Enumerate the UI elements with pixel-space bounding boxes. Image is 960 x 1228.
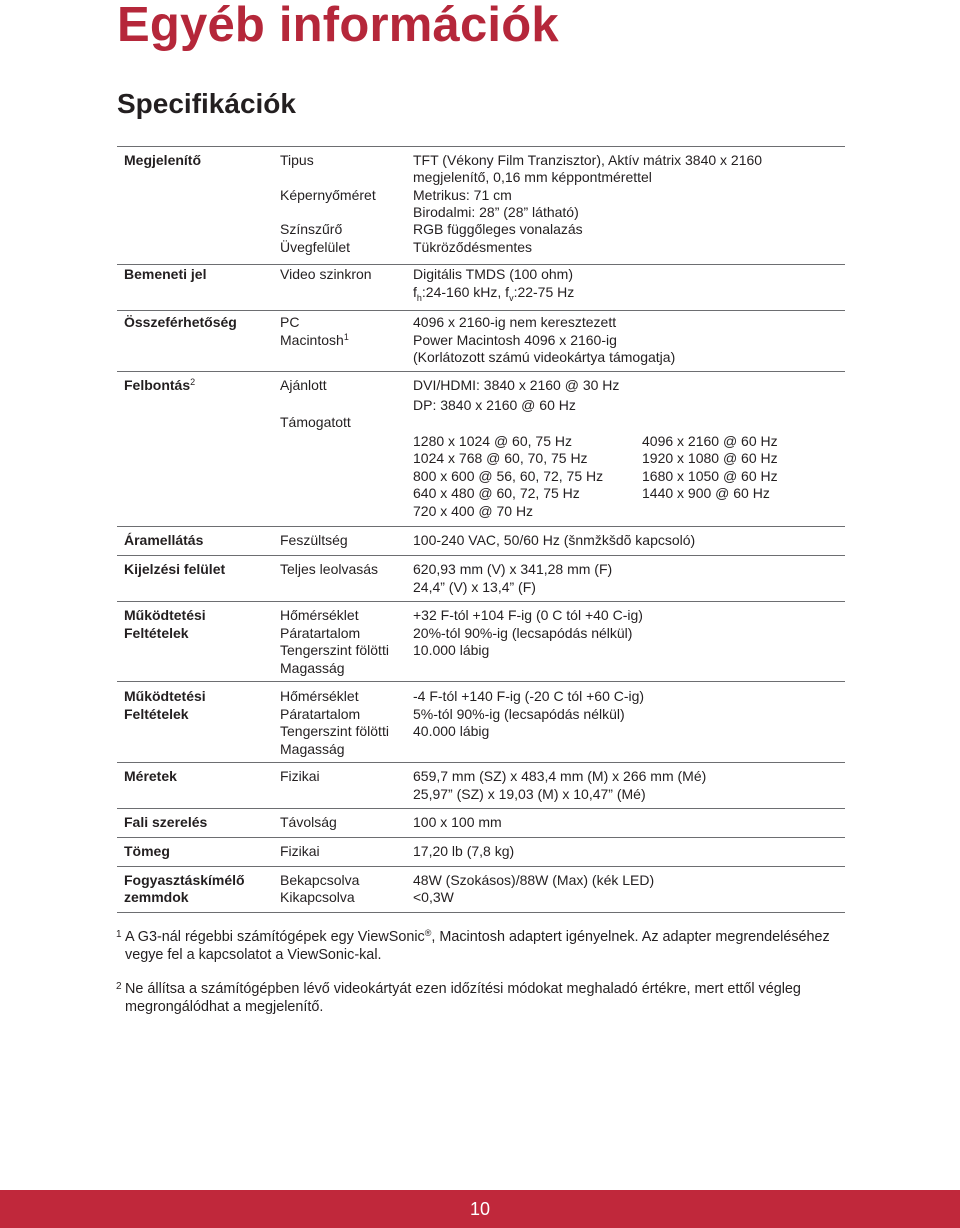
resolution-mode: 800 x 600 @ 56, 60, 72, 75 Hz [413, 468, 604, 484]
spec-key: Magasság [280, 660, 345, 676]
resolution-mode: 1280 x 1024 @ 60, 75 Hz [413, 433, 572, 449]
table-rule [117, 526, 845, 527]
table-rule [117, 371, 845, 372]
table-rule [117, 808, 845, 809]
row-label: Működtetési [124, 607, 206, 623]
row-label: Bemeneti jel [124, 266, 207, 282]
spec-value: 100-240 VAC, 50/60 Hz (šnmžkšdõ kapcsoló) [413, 532, 696, 548]
row-label: zemmdok [124, 889, 189, 905]
resolution-mode: 1440 x 900 @ 60 Hz [642, 485, 770, 501]
spec-value: <0,3W [413, 889, 454, 905]
sync-frequency: $f_h:24-160$ kHz, $f_v:22-75$ Hz [413, 284, 575, 303]
row-label: Működtetési [124, 688, 206, 704]
row-label: Felbontás$^2$ [124, 377, 196, 393]
spec-value: TFT (Vékony Film Tranzisztor), Aktív mátrix 3840 x 2160 [413, 152, 763, 168]
spec-key: Feszültség [280, 532, 348, 548]
spec-value: 20%-tól 90%-ig (lecsapódás nélkül) [413, 625, 633, 641]
page-number: 10 [469, 1199, 491, 1219]
row-label: Áramellátás [124, 532, 204, 548]
table-rule [117, 912, 845, 913]
spec-value: 620,93 mm (V) x 341,28 mm (F) [413, 561, 613, 577]
table-rule [117, 762, 845, 763]
row-label: Méretek [124, 768, 177, 784]
spec-key: Macintosh$^1$ [280, 332, 349, 348]
spec-value: Tükröződésmentes [413, 239, 533, 255]
row-label: Feltételek [124, 706, 189, 722]
row-label: Összeférhetőség [124, 314, 237, 330]
spec-key: Tengerszint fölötti [280, 723, 389, 739]
spec-value: 4096 x 2160-ig nem keresztezett [413, 314, 617, 330]
row-label: Fogyasztáskímélő [124, 872, 245, 888]
spec-value: 25,97” (SZ) x 19,03 (M) x 10,47” (Mé) [413, 786, 646, 802]
spec-key: Tipus [280, 152, 314, 168]
spec-key: Fizikai [280, 768, 320, 784]
spec-value: Metrikus: 71 cm [413, 187, 512, 203]
spec-value: +32 F-tól +104 F-ig (0 C tól +40 C-ig) [413, 607, 643, 623]
table-rule [117, 264, 845, 265]
spec-value: 5%-tól 90%-ig (lecsapódás nélkül) [413, 706, 625, 722]
spec-value: Digitális TMDS (100 ohm) [413, 266, 574, 282]
spec-value: (Korlátozott számú videokártya támogatja) [413, 349, 676, 365]
footnote-text: vegye fel a kapcsolatot a ViewSonic-kal. [125, 947, 382, 963]
spec-value: megjelenítő, 0,16 mm képpontmérettel [413, 169, 652, 185]
table-rule [117, 555, 845, 556]
spec-value: DP: 3840 x 2160 @ 60 Hz [413, 397, 576, 413]
spec-value: -4 F-tól +140 F-ig (-20 C tól +60 C-ig) [413, 688, 645, 704]
spec-value: 100 x 100 mm [413, 814, 502, 830]
footnote-text: megrongálódhat a megjelenítő. [125, 999, 324, 1015]
resolution-mode: 1680 x 1050 @ 60 Hz [642, 468, 778, 484]
section-subtitle: Specifikációk [117, 88, 296, 119]
spec-value: DVI/HDMI: 3840 x 2160 @ 30 Hz [413, 377, 620, 393]
spec-key: Fizikai [280, 843, 320, 859]
spec-key: Tengerszint fölötti [280, 642, 389, 658]
footnote-number: 2 [116, 981, 122, 992]
row-label: Megjelenítő [124, 152, 202, 168]
spec-key: Bekapcsolva [280, 872, 360, 888]
spec-key: Magasság [280, 741, 345, 757]
spec-key: Video szinkron [280, 266, 372, 282]
spec-value: 659,7 mm (SZ) x 483,4 mm (M) x 266 mm (Mé) [413, 768, 707, 784]
table-rule [117, 866, 845, 867]
table-rule [117, 837, 845, 838]
spec-value: 17,20 lb (7,8 kg) [413, 843, 515, 859]
spec-key: Hőmérséklet [280, 688, 359, 704]
spec-key: Színszűrő [280, 221, 343, 237]
spec-value: Birodalmi: 28” (28” látható) [413, 204, 579, 220]
footnote-text: A G3-nál régebbi számítógépek egy ViewSonic®, Macintosh adaptert igényelnek. Az adapter megrendeléséhez [125, 928, 830, 945]
row-label: Fali szerelés [124, 814, 208, 830]
resolution-mode: 1024 x 768 @ 60, 70, 75 Hz [413, 450, 588, 466]
spec-value: RGB függőleges vonalazás [413, 221, 583, 237]
spec-key: PC [280, 314, 300, 330]
table-rule [117, 146, 845, 147]
spec-value: 24,4” (V) x 13,4” (F) [413, 579, 536, 595]
spec-value: 40.000 lábig [413, 723, 490, 739]
spec-key: Üvegfelület [280, 239, 351, 255]
footnote-number: 1 [116, 929, 122, 940]
spec-value: Power Macintosh 4096 x 2160-ig [413, 332, 617, 348]
row-label: Tömeg [124, 843, 170, 859]
spec-key: Páratartalom [280, 706, 361, 722]
spec-key: Hőmérséklet [280, 607, 359, 623]
spec-key: Távolság [280, 814, 337, 830]
page-title: Egyéb információk [117, 0, 559, 52]
table-rule [117, 681, 845, 682]
resolution-mode: 640 x 480 @ 60, 72, 75 Hz [413, 485, 580, 501]
row-label: Kijelzési felület [124, 561, 226, 577]
row-label: Feltételek [124, 625, 189, 641]
spec-key: Teljes leolvasás [280, 561, 379, 577]
table-rule [117, 601, 845, 602]
table-rule [117, 310, 845, 311]
resolution-mode: 4096 x 2160 @ 60 Hz [642, 433, 778, 449]
spec-key: Ajánlott [280, 377, 327, 393]
spec-value: 10.000 lábig [413, 642, 490, 658]
spec-key: Páratartalom [280, 625, 361, 641]
resolution-mode: 720 x 400 @ 70 Hz [413, 503, 534, 519]
spec-key: Kikapcsolva [280, 889, 355, 905]
spec-value: 48W (Szokásos)/88W (Max) (kék LED) [413, 872, 655, 888]
resolution-mode: 1920 x 1080 @ 60 Hz [642, 450, 778, 466]
spec-key: Támogatott [280, 414, 351, 430]
spec-key: Képernyőméret [280, 187, 376, 203]
footnote-text: Ne állítsa a számítógépben lévő videokártyát ezen időzítési módokat meghaladó értékre, mert ettől végleg [125, 981, 801, 997]
